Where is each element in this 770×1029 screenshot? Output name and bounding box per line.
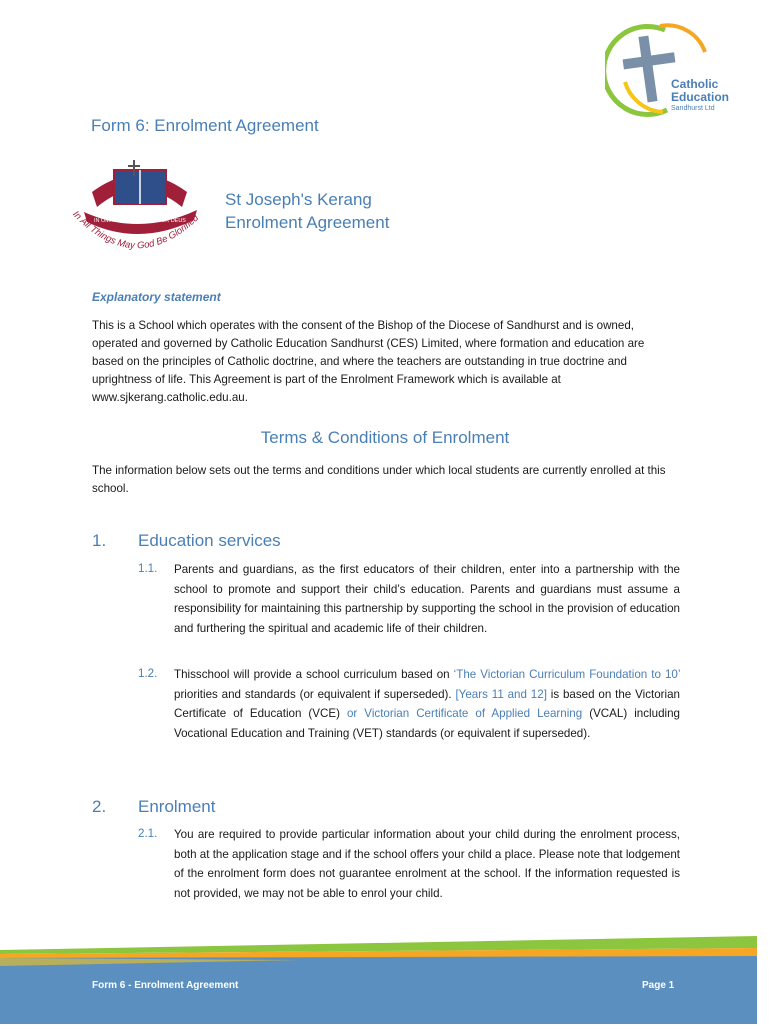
item-1-2-number: 1.2.	[138, 667, 158, 680]
school-crest	[62, 152, 217, 262]
explanatory-body: This is a School which operates with the consent of the Bishop of the Diocese of Sandhurst and is owned, operated and governed by Catholic Education Sandhurst (CES) Limited, where formation and education are based on the principles of Catholic doctrine, and where the teachers are outstanding in true doctrine and uprightness of life. This Agreement is part of the Enrolment Framework which is available at www.sjkerang.catholic.edu.au.	[92, 319, 645, 404]
explanatory-heading: Explanatory statement	[92, 290, 221, 304]
item-1-2-text-d: (VCAL) including Vocational Education and Training (VET) standards (or equivalent if superseded).	[174, 707, 680, 740]
logo-line1: Catholic	[671, 77, 719, 91]
section-2-number: 2.	[92, 797, 107, 816]
years-11-12-ref: [Years 11 and 12]	[455, 687, 547, 701]
footer-document-name: Form 6 - Enrolment Agreement	[92, 980, 239, 991]
crest-motto: In All Things May God Be Glorified	[70, 208, 202, 252]
vcal-ref: or Victorian Certificate of Applied Learning	[346, 707, 583, 720]
logo-line2: Education	[671, 90, 730, 104]
item-1-2-text-c: is based on the Victorian Certificate of Education (VCE)	[174, 687, 680, 720]
item-1-2-text-a: Thisschool will provide a school curriculum based on	[174, 668, 454, 681]
item-2-1-number: 2.1.	[138, 827, 158, 840]
terms-intro: The information below sets out the terms and conditions under which local students are currently enrolled at this school.	[92, 464, 666, 495]
terms-heading: Terms & Conditions of Enrolment	[260, 428, 510, 447]
ces-logo	[605, 22, 735, 117]
footer-band	[0, 930, 770, 1024]
form-title: Form 6: Enrolment Agreement	[91, 116, 319, 135]
section-2-title: Enrolment	[138, 797, 216, 816]
item-1-1-text: Parents and guardians, as the first educators of their children, enter into a partnership with the school to promote and support their child’s education. Parents and guardians must assume a responsibility for maintaining this partnership by supporting the school in the provision of education and furthering the spiritual and academic life of their children.	[174, 563, 680, 635]
item-1-2-text-b: priorities and standards (or equivalent if superseded).	[174, 687, 456, 701]
logo-line3: Sandhurst Ltd	[671, 105, 715, 112]
item-1-1-number: 1.1.	[138, 562, 158, 575]
item-1-2-text	[174, 665, 680, 743]
item-2-1-text: You are required to provide particular information about your child during the enrolment process, both at the application stage and if the school offers your child a place. Please note that lodgement of the enrolment form does not guarantee enrolment at the school. If the information requested is not provided, we may not be able to enrol your child.	[174, 828, 680, 900]
school-name: St Joseph's Kerang	[225, 190, 372, 209]
ces-logo-mark	[605, 22, 735, 117]
footer-page-number: Page 1	[642, 980, 675, 991]
victorian-curriculum-ref: ‘The Victorian Curriculum Foundation to 10’	[453, 668, 680, 681]
school-title	[225, 188, 389, 234]
document-name: Enrolment Agreement	[225, 213, 390, 232]
crest-banner: IN OMNIBUS GLORIFICETUR DEUS	[94, 218, 186, 224]
section-1-number: 1.	[92, 531, 107, 550]
section-1-title: Education services	[138, 531, 281, 550]
